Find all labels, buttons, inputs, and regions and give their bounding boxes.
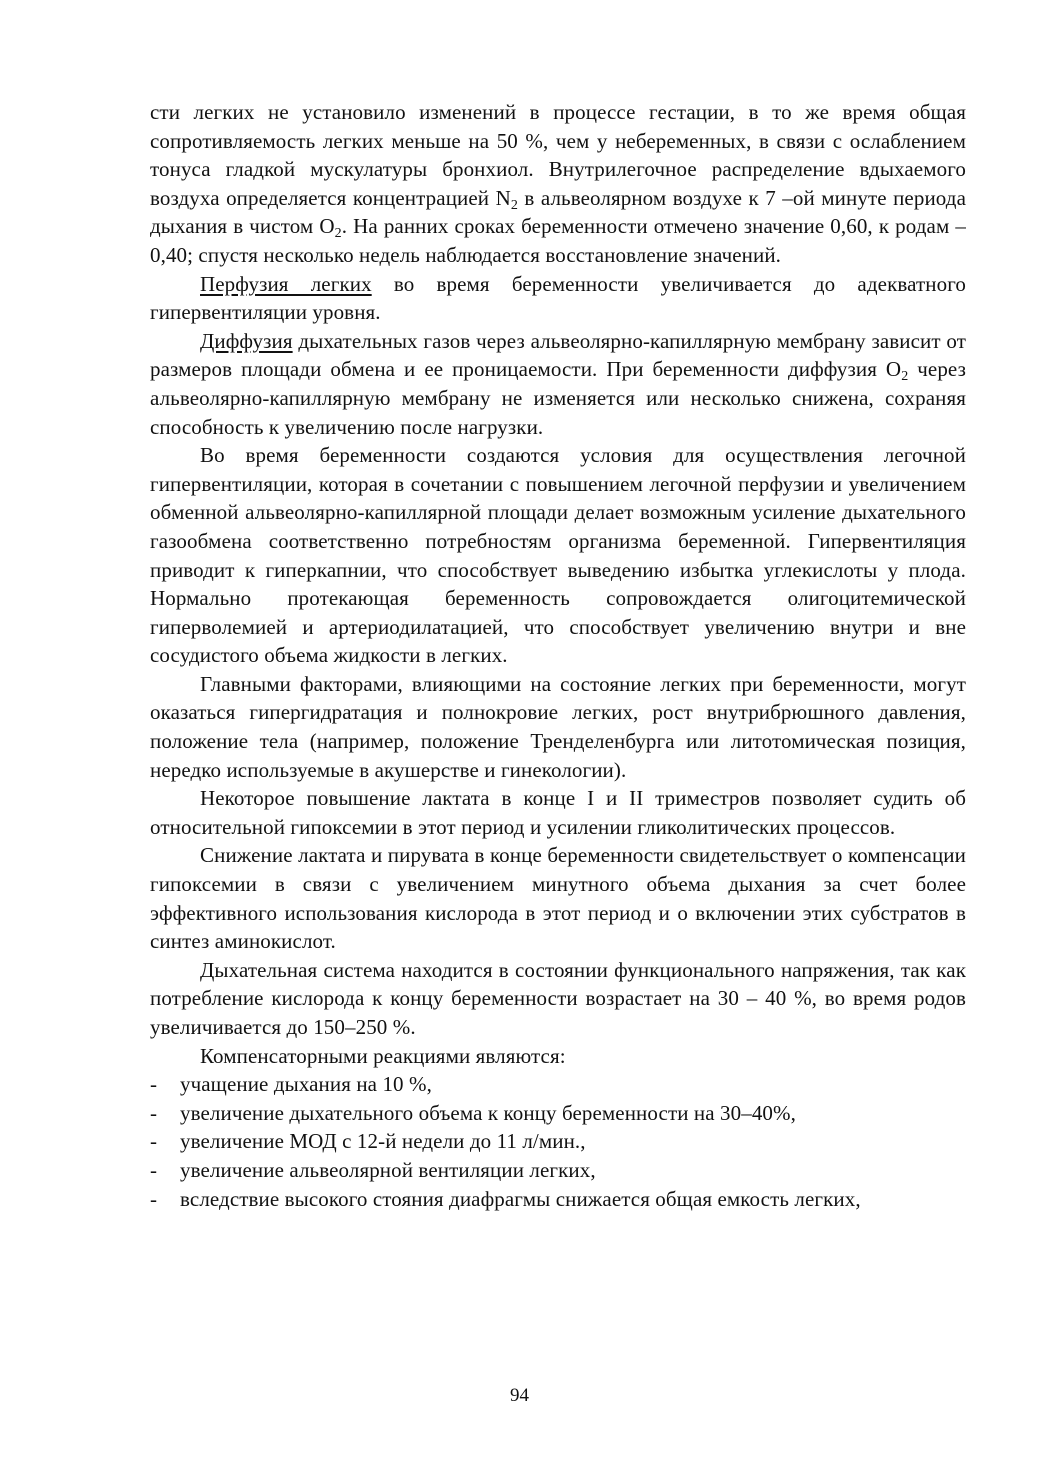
list-marker: -: [150, 1100, 158, 1125]
list-item: - увеличение МОД с 12-й недели до 11 л/мин.,: [150, 1127, 966, 1156]
paragraph-main-factors: Главными факторами, влияющими на состояние легких при беременности, могут оказаться гипергидратация и полнокровие легких, рост внутрибрюшного давления, положение тела (например, положение Тренделенбурга или литотомическая позиция, нередко используемые в акушерстве и гинекологии).: [150, 671, 966, 782]
list-item: - увеличение альвеолярной вентиляции легких,: [150, 1156, 966, 1185]
subscript-o2: 2: [334, 226, 342, 242]
paragraph-compensatory-intro: Компенсаторными реакциями являются:: [200, 1043, 566, 1068]
list-marker: -: [150, 1186, 158, 1211]
paragraph-lung-resistance: сти легких не установило изменений в процессе гестации, в то же время общая сопротивляемость легких меньше на 50 %, чем у небеременных, в связи с ослаблением тонуса гладкой мускулатуры бронхиол. Внутрилегочное распределение вдыхаемого воздуха определяется концентрацией $N_2$ в альвеолярном воздухе к 7 –ой минуте периода дыхания в чистом $O_2$. На ранних сроках беременности отмечено значение 0,60, к родам – 0,40; спустя несколько недель наблюдается восстановление значений.: [150, 100, 967, 267]
paragraph-lactate-decrease: Снижение лактата и пирувата в конце беременности свидетельствует о компенсации гипоксемии в связи с увеличением минутного объема дыхания за счет более эффективного использования кислорода в этот период и о включении этих субстратов в синтез аминокислот.: [150, 843, 966, 954]
paragraph-hyperventilation: Во время беременности создаются условия для осуществления легочной гипервентиляции, которая в сочетании с повышением легочной перфузии и увеличением обменной альвеолярно-капиллярной площади делает возможным усиление дыхательного газообмена соответственно потребностям организма беременной. Гипервентиляция приводит к гиперкапнии, что способствует выведению избытка углекислоты у плода. Нормально протекающая беременность сопровождается олигоцитемической гиперволемией и артериодилатацией, что способствует увеличению внутри и вне сосудистого объема жидкости в легких.: [150, 443, 966, 668]
list-marker: -: [150, 1157, 158, 1182]
list-item: - учащение дыхания на 10 %,: [150, 1070, 966, 1099]
page-number: 94: [510, 1385, 529, 1406]
subscript-n2: 2: [510, 197, 518, 213]
list-item: - вследствие высокого стояния диафрагмы снижается общая емкость легких,: [150, 1185, 966, 1214]
term-diffusion: Диффузия: [200, 328, 293, 353]
paragraph-diffusion: Диффузия дыхательных газов через альвеолярно-капиллярную мембрану зависит от размеров площади обмена и ее проницаемости. При беременности диффузия $O_2$ через альвеолярно-капиллярную мембрану не изменяется или несколько снижена, сохраняя способность к увеличению после нагрузки.: [150, 328, 966, 439]
paragraph-lactate-increase: Некоторое повышение лактата в конце I и II триместров позволяет судить об относительной гипоксемии в этот период и усилении гликолитических процессов.: [150, 786, 966, 839]
list-marker: -: [150, 1129, 158, 1154]
paragraph-respiratory-tension: Дыхательная система находится в состоянии функционального напряжения, так как потребление кислорода к концу беременности возрастает на 30 – 40 %, во время родов увеличивается до 150–250 %.: [150, 957, 966, 1039]
body-text: [150, 98, 966, 1213]
paragraph-perfusion: Перфузия легких во время беременности увеличивается до адекватного гипервентиляции уровня.: [150, 271, 966, 325]
subscript-o2: 2: [901, 369, 909, 385]
list-marker: -: [150, 1072, 158, 1097]
list-item: - увеличение дыхательного объема к концу беременности на 30–40%,: [150, 1099, 966, 1128]
compensatory-list: [150, 1070, 966, 1213]
term-perfusion: Перфузия легких: [200, 271, 372, 296]
